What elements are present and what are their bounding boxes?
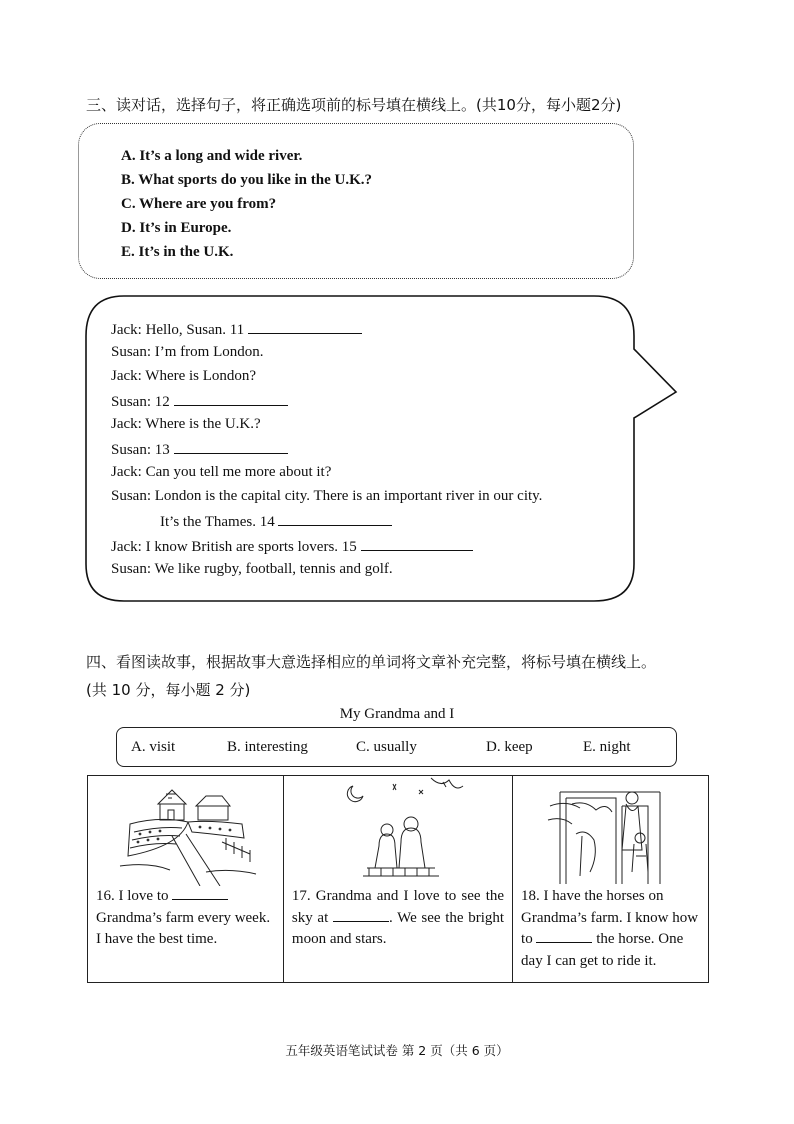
word-option-a: A. visit xyxy=(131,739,176,755)
dialogue-line: It’s the Thames. 14 xyxy=(160,512,392,531)
story-table xyxy=(87,775,709,983)
section-4-points: (共 10 分，每小题 2 分) xyxy=(86,681,251,699)
story-cell-18 xyxy=(513,776,709,983)
answer-blank-13[interactable] xyxy=(174,440,288,454)
section-4-heading: 四、看图读故事，根据故事大意选择相应的单词将文章补充完整，将标号填在横线上。 xyxy=(86,653,657,671)
dialogue-line: Jack: I know British are sports lovers. 15 xyxy=(111,537,473,556)
option-c: C. Where are you from? xyxy=(121,196,277,212)
story-cell-16 xyxy=(88,776,284,983)
word-option-b: B. interesting xyxy=(227,739,308,755)
word-option-e: E. night xyxy=(583,739,631,755)
answer-blank-17[interactable] xyxy=(333,908,389,922)
story-text-18: 18. I have the horses on Grandma’s farm. I know how to the horse. One day I can get to ride it. xyxy=(521,888,699,969)
answer-blank-18[interactable] xyxy=(536,929,592,943)
story-title: My Grandma and I xyxy=(339,706,455,722)
dialogue-line: Jack: Can you tell me more about it? xyxy=(111,464,332,480)
word-option-c: C. usually xyxy=(356,739,417,755)
dialogue-line: Susan: London is the capital city. There is an important river in our city. xyxy=(111,488,543,504)
options-box xyxy=(78,123,634,279)
option-a: A. It’s a long and wide river. xyxy=(121,148,303,164)
word-option-d: D. keep xyxy=(486,739,533,755)
section-3-heading: 三、读对话，选择句子，将正确选项前的标号填在横线上。(共10分，每小题2分) xyxy=(86,96,622,114)
answer-blank-14[interactable] xyxy=(278,512,392,526)
word-bank xyxy=(116,727,677,767)
dialogue-line: Jack: Hello, Susan. 11 xyxy=(111,320,362,339)
page-footer: 五年级英语笔试试卷 第 2 页（共 6 页） xyxy=(285,1043,509,1058)
story-cell-17 xyxy=(283,776,512,983)
farm-illustration xyxy=(110,776,260,886)
horse-stable-illustration xyxy=(536,776,686,886)
dialogue-line: Jack: Where is London? xyxy=(111,368,257,384)
story-text-17: 17. Grandma and I love to see the sky at . We see the bright moon and stars. xyxy=(291,888,505,947)
option-b: B. What sports do you like in the U.K.? xyxy=(121,172,373,188)
night-sky-illustration xyxy=(323,776,473,886)
option-e: E. It’s in the U.K. xyxy=(121,244,234,260)
story-text-16: 16. I love to Grandma’s farm every week. I have the best time. xyxy=(96,888,271,947)
option-d: D. It’s in Europe. xyxy=(121,220,232,236)
answer-blank-11[interactable] xyxy=(248,320,362,334)
answer-blank-15[interactable] xyxy=(361,537,473,551)
dialogue-line: Susan: We like rugby, football, tennis and golf. xyxy=(111,561,393,577)
dialogue-line: Jack: Where is the U.K.? xyxy=(111,416,261,432)
dialogue-line: Susan: I’m from London. xyxy=(111,344,264,360)
dialogue-line: Susan: 13 xyxy=(111,440,288,459)
answer-blank-12[interactable] xyxy=(174,392,288,406)
dialogue-line: Susan: 12 xyxy=(111,392,288,411)
answer-blank-16[interactable] xyxy=(172,886,228,900)
